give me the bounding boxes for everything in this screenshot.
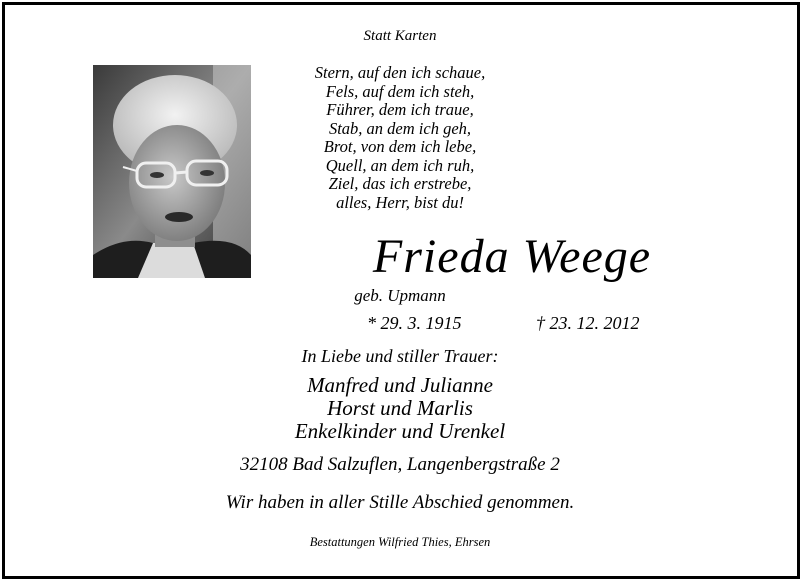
birth-name: geb. Upmann: [354, 286, 446, 305]
mourner-line: Horst und Marlis: [327, 396, 473, 420]
farewell-note: Wir haben in aller Stille Abschied genommen.: [225, 492, 575, 513]
poem-line: Quell, an dem ich ruh,: [325, 155, 475, 175]
poem-line: Fels, auf dem ich steh,: [325, 81, 475, 101]
mourners-list: [0, 374, 800, 443]
poem-line: Brot, von dem ich lebe,: [323, 137, 477, 156]
poem-line: Stern, auf den ich schaue,: [314, 63, 486, 82]
undertaker: Bestattungen Wilfried Thies, Ehrsen: [309, 535, 491, 549]
mourning-line: In Liebe und stiller Trauer:: [301, 346, 499, 366]
poem-line: Ziel, das ich erstrebe,: [328, 174, 472, 193]
address: 32108 Bad Salzuflen, Langenbergstraße 2: [240, 454, 560, 475]
poem-line: alles, Herr, bist du!: [336, 192, 464, 212]
poem: [0, 64, 800, 212]
poem-line: Führer, dem ich traue,: [326, 100, 474, 119]
mourner-line: Enkelkinder und Urenkel: [294, 419, 506, 443]
poem-line: Stab, an dem ich geh,: [328, 118, 472, 138]
mourner-line: Manfred und Julianne: [307, 373, 493, 397]
birth-date: * 29. 3. 1915: [367, 313, 462, 333]
notice-header: Statt Karten: [363, 28, 437, 44]
death-date: † 23. 12. 2012: [536, 313, 640, 333]
deceased-name: Frieda Weege: [372, 230, 652, 283]
